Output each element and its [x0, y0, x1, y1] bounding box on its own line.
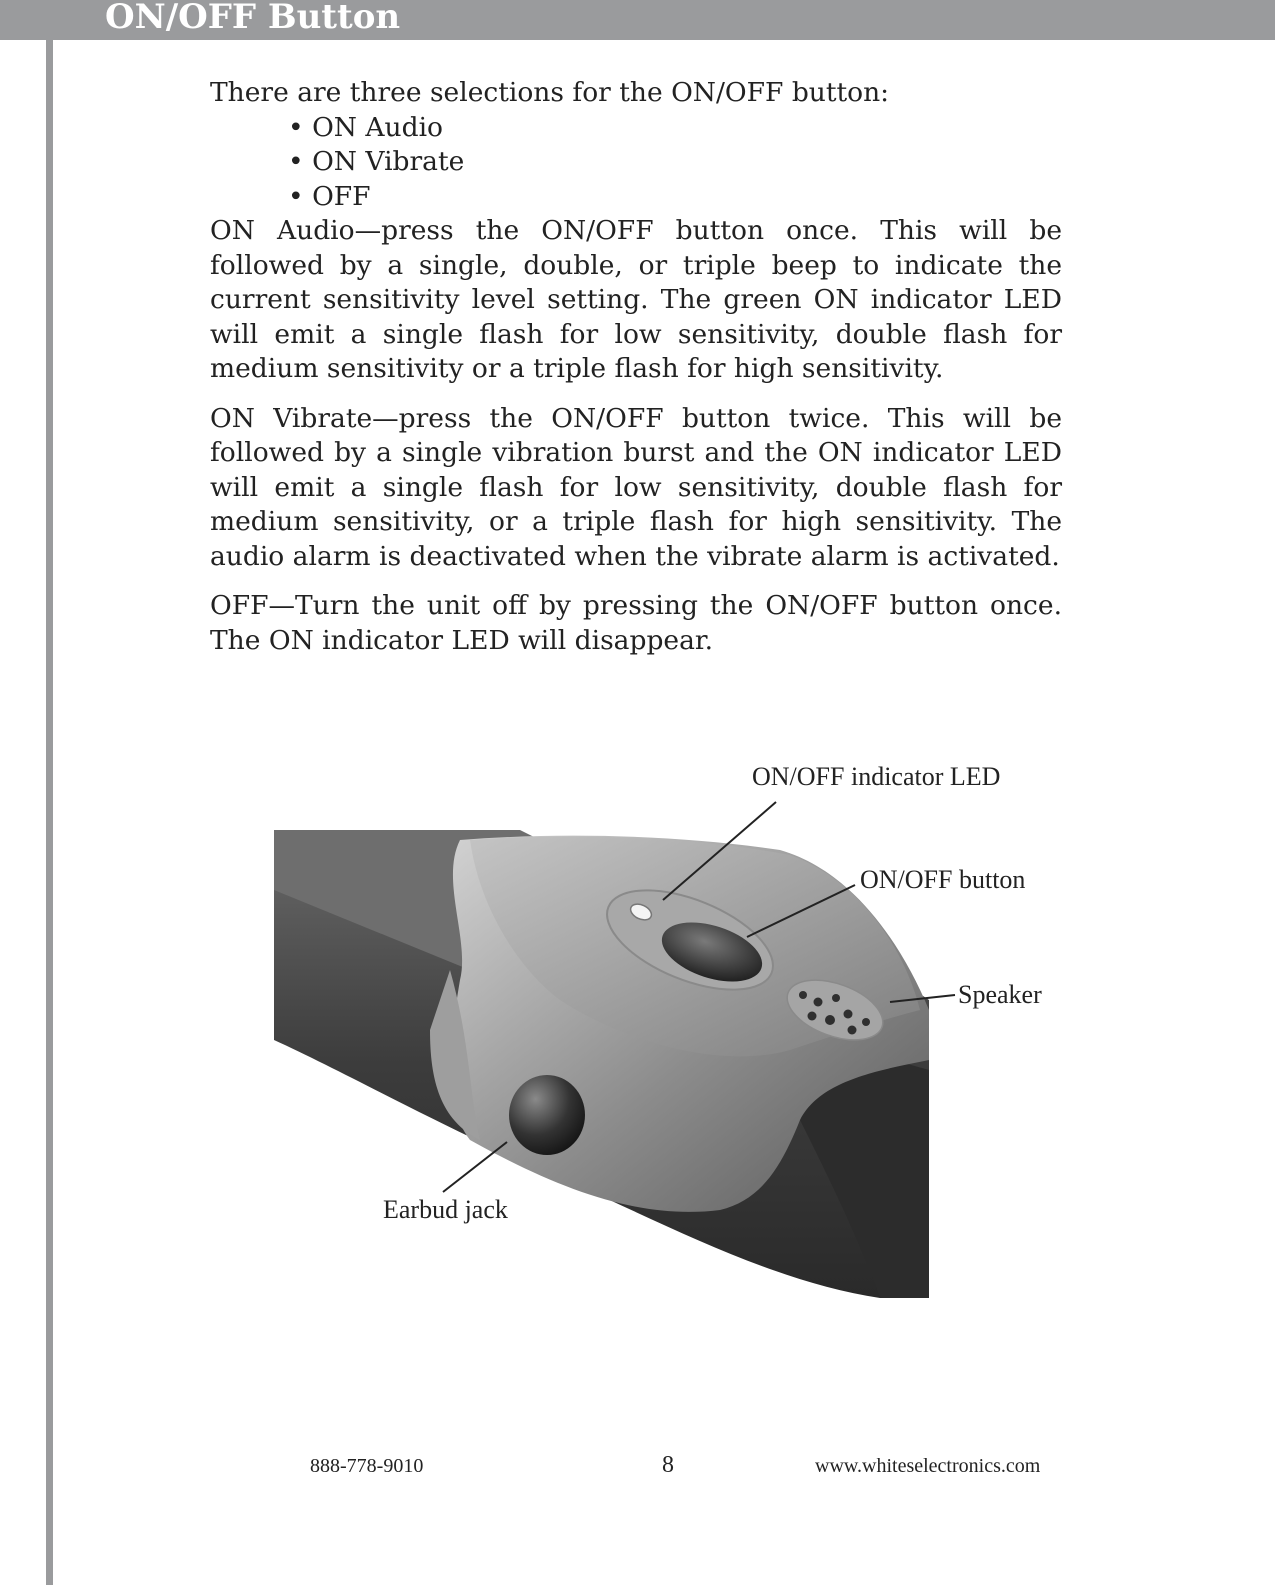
label-earbud-jack: Earbud jack: [383, 1195, 508, 1224]
list-item: • OFF: [288, 180, 1062, 215]
device-illustration: [0, 740, 1275, 1340]
selection-list: [210, 111, 1062, 215]
label-speaker: Speaker: [958, 980, 1042, 1009]
label-onoff-button: ON/OFF button: [860, 865, 1026, 894]
body-text: [210, 76, 1062, 658]
paragraph-off: OFF—Turn the unit off by pressing the ON/OFF button once. The ON indicator LED will disappear.: [210, 590, 1062, 656]
footer-phone: 888-778-9010: [310, 1455, 424, 1477]
page-number: 8: [662, 1452, 674, 1478]
list-item: • ON Vibrate: [288, 145, 1062, 180]
footer-website: www.whiteselectronics.com: [815, 1455, 1041, 1477]
device-figure: [0, 740, 1275, 1340]
paragraph-on-vibrate: ON Vibrate—press the ON/OFF button twice. This will be followed by a single vibration burst and the ON indicator LED will emit a single flash for low sensitivity, double flash for medium sensitivity, or a triple flash for high sensitivity. The audio alarm is deactivated when the vibrate alarm is activated.: [210, 402, 1062, 572]
list-item: • ON Audio: [288, 111, 1062, 146]
device-photo: [274, 828, 929, 1298]
intro-text: There are three selections for the ON/OFF button:: [210, 77, 890, 108]
page-title: ON/OFF Button: [105, 0, 401, 37]
header-bar: [0, 0, 1275, 40]
paragraph-on-audio: ON Audio—press the ON/OFF button once. This will be followed by a single, double, or triple beep to indicate the current sensitivity level setting. The green ON indicator LED will emit a single flash for low sensitivity, double flash for medium sensitivity or a triple flash for high sensitivity.: [210, 215, 1062, 384]
label-indicator-led: ON/OFF indicator LED: [752, 762, 1001, 791]
